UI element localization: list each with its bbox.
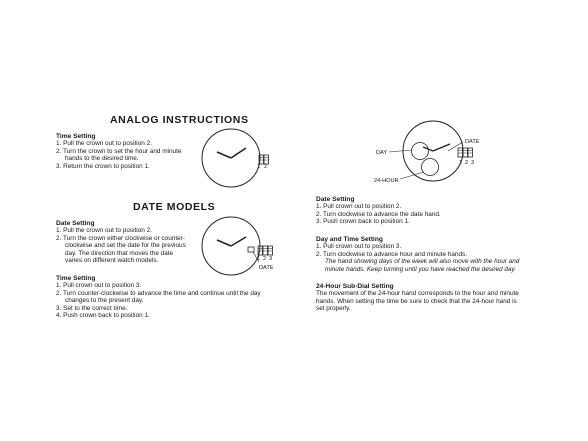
date-time-setting-section: [56, 275, 261, 320]
analog-step-3: 3. Return the crown to position 1.: [56, 162, 150, 170]
date-time-step-2: 2. Turn counter-clockwise to advance the time and continue until the day: [56, 289, 261, 297]
right-date-step-1: 1. Pull crown out to position 2.: [316, 203, 402, 210]
date-position-2-label: 2: [263, 256, 267, 262]
date-step-1: 1. Pull the crown out to position 2.: [56, 227, 152, 234]
chrono-position-1-label: 1: [459, 160, 463, 166]
analog-position-2-label: 2: [264, 164, 268, 170]
analog-watch-diagram: [200, 128, 280, 188]
hour24-subdial: [422, 159, 439, 176]
day-subdial: [412, 143, 429, 160]
analog-time-setting-heading: Time Setting: [56, 133, 96, 140]
date-position-1-label: 1: [257, 256, 261, 262]
date-setting-section: [56, 220, 186, 265]
date-time-step-3: 3. Set to the correct time.: [56, 304, 128, 312]
date-window-label: DATE: [259, 265, 274, 271]
chrono-minute-hand: [433, 144, 450, 151]
subdial-line-2: hands. When setting the time be sure to check that the 24-hour hand is: [316, 297, 517, 305]
subdial-setting-section: [316, 283, 519, 313]
right-date-step-3: 3. Push crown back to position 1.: [316, 218, 410, 226]
chrono-position-3-label: 3: [471, 160, 475, 166]
chrono-position-2-label: 2: [465, 160, 469, 166]
analog-step-1: 1. Pull the crown out to position 2.: [56, 140, 152, 147]
right-date-step-2: 2. Turn clockwise to advance the date hand.: [316, 210, 441, 218]
right-date-setting-heading: Date Setting: [316, 196, 355, 203]
date-step-2: 2. Turn the crown either clockwise or counter-: [56, 234, 185, 242]
analog-step-2: 2. Turn the crown to set the hour and minute: [56, 147, 182, 155]
date-time-step-4: 4. Push crown back to position 1.: [56, 312, 150, 320]
analog-position-1-label: 1: [257, 164, 261, 170]
date-time-step-1: 1. Pull crown out to position 3.: [56, 282, 142, 289]
chrono-crown-positions: [458, 148, 473, 157]
date-minute-hand: [231, 237, 246, 246]
day-time-step-1: 1. Pull crown out to position 3.: [316, 243, 402, 250]
analog-hour-hand: [217, 152, 231, 158]
analog-time-setting-section: [56, 133, 181, 170]
date-step-2-cont-c: varies on different watch models.: [65, 257, 159, 265]
analog-minute-hand: [231, 148, 246, 158]
day-time-note-a: The hand showing days of the week will also move with the hour and: [325, 258, 520, 266]
date-position-3-label: 3: [269, 256, 273, 262]
date-models-title: DATE MODELS: [133, 201, 216, 213]
date-window: [248, 247, 254, 252]
date-hour-hand: [217, 240, 231, 246]
subdial-line-1: The movement of the 24-hour hand corresponds to the hour and minute: [316, 290, 519, 297]
date-pointer-line-right: [448, 142, 463, 151]
chrono-watch-diagram: [400, 118, 480, 190]
analog-step-2-cont: hands to the desired time.: [65, 155, 139, 163]
subdial-setting-heading: 24-Hour Sub-Dial Setting: [316, 283, 394, 290]
date-setting-heading: Date Setting: [56, 220, 95, 227]
analog-instructions-title: ANALOG INSTRUCTIONS: [110, 114, 249, 126]
date-time-step-2-cont: changes to the present day.: [65, 297, 144, 305]
chrono-day-label: DAY: [376, 150, 388, 156]
date-time-setting-heading: Time Setting: [56, 275, 96, 282]
day-time-step-2: 2. Turn clockwise to advance hour and minute hands.: [316, 250, 467, 258]
day-time-note-b: minute hands. Keep turning until you have reached the desired day.: [325, 265, 517, 273]
day-pointer-line: [389, 150, 412, 152]
day-time-setting-heading: Day and Time Setting: [316, 236, 383, 243]
chrono-24hour-label: 24-HOUR: [374, 178, 399, 184]
right-date-setting-section: [316, 196, 441, 226]
subdial-line-3: set properly.: [316, 305, 351, 313]
date-step-2-cont-a: clockwise and set the date for the previous: [65, 242, 186, 250]
date-step-2-cont-b: day. The direction that moves the date: [65, 249, 174, 257]
chrono-date-label: DATE: [465, 139, 480, 145]
day-time-setting-section: [316, 236, 519, 273]
